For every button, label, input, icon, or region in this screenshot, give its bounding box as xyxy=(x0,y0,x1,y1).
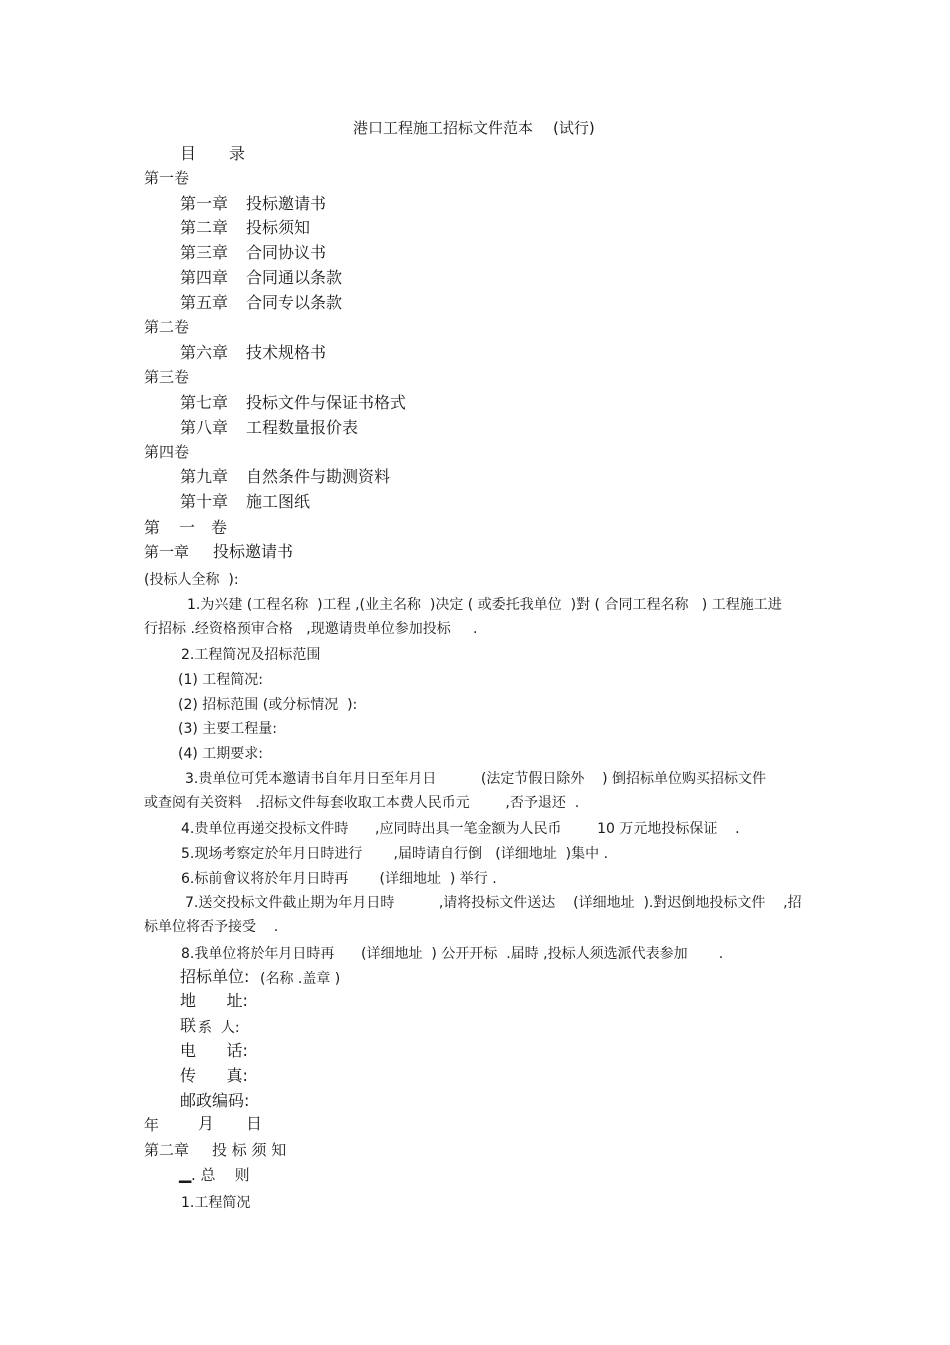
volume-heading-a: 第 xyxy=(144,518,161,537)
addressee-line: (投标人全称 ): xyxy=(144,572,239,588)
toc-heading-left: 目 xyxy=(180,144,197,163)
paragraph-7-line-2: 标单位将否予接受 . xyxy=(144,919,279,935)
toc-chapter-title: 合同通以条款 xyxy=(246,268,343,287)
paragraph-4: 4.贵单位再递交投标文件時 ,应同時出具一笔金额为人民币 10 万元地投标保证 . xyxy=(181,821,740,837)
section-1-title: . 总 则 xyxy=(191,1166,250,1184)
toc-chapter-title: 合同专以条款 xyxy=(246,293,343,312)
paragraph-2-item-1: (1) 工程简况: xyxy=(178,672,263,688)
toc-volume-3: 第三卷 xyxy=(144,368,190,386)
document-title: 港口工程施工招标文件范本 xyxy=(353,119,534,137)
chapter-1-title: 投标邀请书 xyxy=(213,542,294,561)
toc-chapter-title: 投标文件与保证书格式 xyxy=(246,393,407,412)
signature-contact-b: 系 人: xyxy=(198,1020,240,1036)
paragraph-1-line-2: 行招标 .经资格预审合格 ,现邀请贵单位参加投标 . xyxy=(144,621,478,637)
toc-chapter-num: 第十章 xyxy=(180,492,229,511)
toc-chapter-num: 第九章 xyxy=(180,467,229,486)
chapter-2-num: 第二章 xyxy=(144,1141,190,1159)
paragraph-6: 6.标前會议将於年月日時再 (详细地址 ) 举行 . xyxy=(181,871,497,887)
toc-volume-2: 第二卷 xyxy=(144,318,190,336)
paragraph-3-line-1: 3.贵单位可凭本邀请书自年月日至年月日 (法定节假日除外 ) 倒招标单位购买招标文件 xyxy=(185,771,767,787)
section-1-item-1: 1.工程简况 xyxy=(181,1195,251,1211)
toc-chapter-title: 技术规格书 xyxy=(246,343,327,362)
signature-unit-label: 招标单位: xyxy=(180,967,250,986)
toc-chapter-title: 合同协议书 xyxy=(246,243,327,262)
signature-address: 地 址: xyxy=(180,991,248,1010)
volume-heading-b: 一 xyxy=(179,518,196,537)
paragraph-2-item-3: (3) 主要工程量: xyxy=(178,721,277,737)
toc-chapter-title: 投标须知 xyxy=(246,218,311,237)
toc-chapter-title: 投标邀请书 xyxy=(246,194,327,213)
toc-chapter-title: 工程数量报价表 xyxy=(246,418,359,437)
signature-phone: 电 话: xyxy=(180,1041,248,1060)
signature-contact-a: 联 xyxy=(180,1016,197,1035)
toc-chapter-num: 第五章 xyxy=(180,293,229,312)
toc-chapter-num: 第三章 xyxy=(180,243,229,262)
section-marker: ▁ xyxy=(179,1164,192,1183)
paragraph-1-line-1: 1.为兴建 (工程名称 )工程 ,(业主名称 )决定 ( 或委托我单位 )對 ( 合同工程名称 ) 工程施工进 xyxy=(187,597,782,613)
paragraph-8: 8.我单位将於年月日時再 (详细地址 ) 公开开标 .届時 ,投标人须选派代表参加 . xyxy=(181,946,724,962)
toc-chapter-num: 第六章 xyxy=(180,343,229,362)
toc-chapter-title: 自然条件与勘测资料 xyxy=(246,467,391,486)
signature-unit-value: (名称 .盖章 ) xyxy=(260,971,341,987)
paragraph-2: 2.工程简况及招标范围 xyxy=(181,647,321,663)
toc-volume-4: 第四卷 xyxy=(144,443,190,461)
date-month: 月 xyxy=(198,1114,215,1133)
date-day: 日 xyxy=(246,1114,263,1133)
paragraph-5: 5.现场考察定於年月日時进行 ,届時请自行倒 (详细地址 )集中 . xyxy=(181,846,609,862)
signature-postcode: 邮政编码: xyxy=(180,1091,250,1110)
toc-chapter-num: 第七章 xyxy=(180,393,229,412)
paragraph-7-line-1: 7.送交投标文件截止期为年月日時 ,请将投标文件送达 (详细地址 ).對迟倒地投标文件 ,招 xyxy=(185,895,802,911)
volume-heading-c: 卷 xyxy=(211,518,228,537)
signature-fax: 传 真: xyxy=(180,1066,248,1085)
toc-volume-1: 第一卷 xyxy=(144,169,190,187)
paragraph-2-item-4: (4) 工期要求: xyxy=(178,746,263,762)
document-title-suffix: (试行) xyxy=(553,119,595,137)
paragraph-2-item-2: (2) 招标范围 (或分标情况 ): xyxy=(178,697,358,713)
toc-chapter-num: 第四章 xyxy=(180,268,229,287)
toc-chapter-num: 第二章 xyxy=(180,218,229,237)
toc-chapter-num: 第一章 xyxy=(180,194,229,213)
chapter-1-num: 第一章 xyxy=(144,543,190,561)
chapter-2-title: 投 标 须 知 xyxy=(212,1141,287,1159)
toc-chapter-num: 第八章 xyxy=(180,418,229,437)
paragraph-3-line-2: 或查阅有关资料 .招标文件每套收取工本费人民币元 ,否予退还 . xyxy=(144,795,580,811)
toc-chapter-title: 施工图纸 xyxy=(246,492,311,511)
date-year: 年 xyxy=(144,1116,160,1134)
toc-heading-right: 录 xyxy=(229,144,246,163)
